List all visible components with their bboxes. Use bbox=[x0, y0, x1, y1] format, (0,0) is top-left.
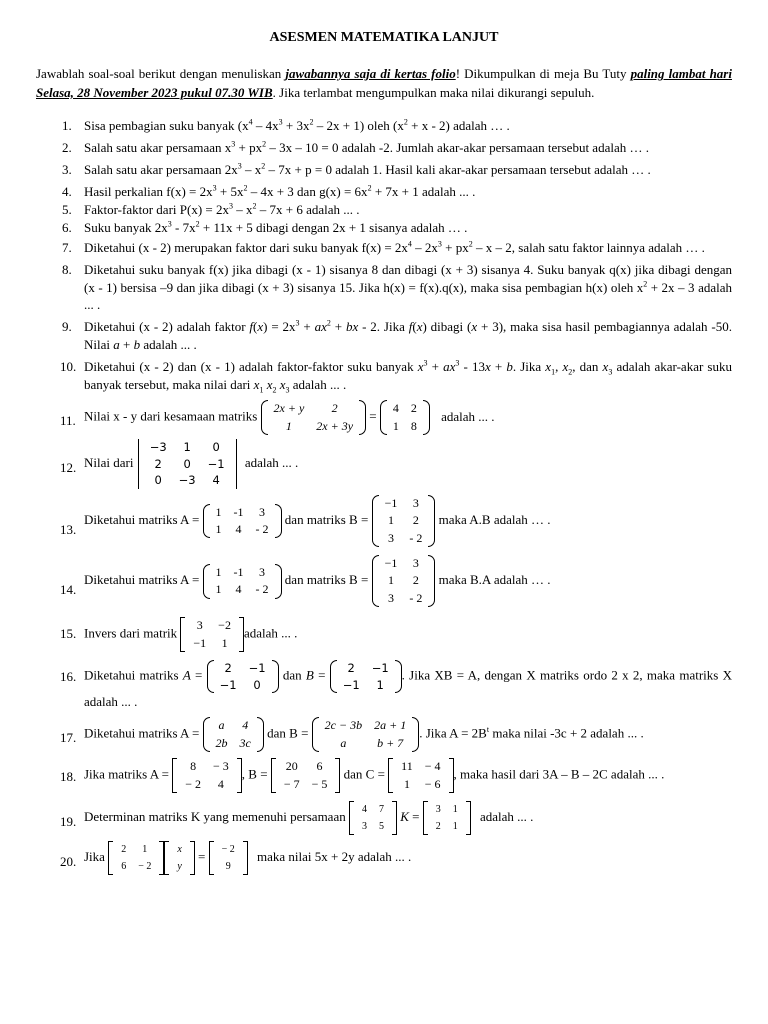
matrix-cell: 9 bbox=[225, 860, 231, 872]
matrix-cell: x bbox=[177, 843, 182, 855]
question-2 bbox=[36, 139, 732, 157]
matrix-cell: 1 bbox=[215, 504, 222, 519]
equals-sign: = bbox=[190, 667, 207, 683]
intro-text-2: ! Dikumpulkan di meja Bu Tuty bbox=[455, 66, 631, 82]
matrix bbox=[180, 617, 244, 652]
question-text: + 3x bbox=[282, 118, 310, 133]
exponent: 2 bbox=[195, 219, 200, 229]
matrix-cell: 2a + 1 bbox=[374, 718, 407, 733]
question-text: + 3), maka sisa hasil pembagiannya adalah -50. Nilai bbox=[84, 319, 732, 353]
question-text: , maka hasil dari 3A – B – 2C adalah ... . bbox=[453, 766, 665, 782]
matrix-cell: 4 bbox=[217, 776, 224, 791]
question-text: Nilai x - y dari kesamaan matriks bbox=[84, 408, 261, 424]
matrix-cell: − 6 bbox=[424, 776, 441, 791]
subscript: 2 bbox=[568, 367, 573, 377]
question-10 bbox=[36, 358, 732, 394]
question-text: + px bbox=[441, 239, 469, 255]
question-text: + 11x + 5 dibagi dengan 2x + 1 sisanya adalah … . bbox=[199, 219, 468, 235]
variable: x bbox=[253, 377, 260, 393]
matrix-cell: 1 bbox=[452, 820, 458, 832]
matrix-cell: 1 bbox=[221, 635, 228, 650]
question-18 bbox=[36, 758, 732, 793]
matrix-cell: 8 bbox=[410, 418, 417, 433]
question-7 bbox=[36, 239, 732, 257]
question-text: adalah akar-akar suku banyak tersebut, maka nilai dari bbox=[84, 359, 732, 393]
question-text: Salah satu akar persamaan x bbox=[84, 139, 232, 155]
question-number: 6. bbox=[62, 219, 72, 235]
question-text: - 7x bbox=[171, 219, 196, 235]
question-text: - 2. Jika bbox=[358, 319, 409, 335]
matrix-cell: 3 bbox=[412, 495, 419, 510]
question-text: + bbox=[330, 319, 346, 335]
question-text: adalah ... . bbox=[243, 625, 298, 641]
question-text: Hasil perkalian f(x) = 2x bbox=[84, 183, 213, 199]
exponent: 2 bbox=[262, 139, 267, 149]
document-page bbox=[36, 0, 732, 875]
matrix-cell: a bbox=[340, 735, 347, 750]
matrix-cell: 6 bbox=[121, 860, 127, 872]
matrix-a bbox=[172, 758, 242, 793]
question-text: Diketahui matriks bbox=[84, 667, 183, 683]
equals-sign: = bbox=[366, 408, 380, 424]
question-text: + px bbox=[235, 139, 263, 155]
matrix-cell: y bbox=[177, 860, 182, 872]
matrix-cell: 4 bbox=[392, 401, 399, 416]
matrix-cell: 2 bbox=[412, 513, 419, 528]
matrix-cell: −3 bbox=[178, 473, 196, 488]
matrix-cell: −1 bbox=[219, 677, 237, 692]
question-number: 13. bbox=[60, 521, 77, 537]
matrix-cell: −1 bbox=[193, 635, 207, 650]
matrix-cell: 1 bbox=[215, 582, 222, 597]
variable: a bbox=[113, 337, 120, 353]
matrix bbox=[261, 400, 367, 435]
question-text: – x bbox=[232, 201, 253, 217]
question-number: 10. bbox=[60, 359, 77, 375]
question-number: 7. bbox=[62, 239, 72, 255]
matrix-cell: 4 bbox=[235, 522, 242, 537]
question-text: dan bbox=[278, 667, 306, 683]
matrix-cell: 2c − 3b bbox=[324, 718, 363, 733]
matrix bbox=[108, 841, 164, 875]
variable: x bbox=[484, 359, 491, 375]
matrix-cell: 0 bbox=[154, 473, 162, 488]
matrix-cell: 8 bbox=[190, 759, 197, 774]
variable: B bbox=[305, 667, 314, 683]
question-number: 2. bbox=[62, 139, 72, 155]
question-text: maka nilai 5x + 2y adalah ... . bbox=[253, 848, 412, 864]
question-text: – 4x + 3 dan g(x) = 6x bbox=[247, 183, 368, 199]
question-11 bbox=[36, 400, 732, 435]
question-text: Salah satu akar persamaan 2x bbox=[84, 161, 238, 177]
question-text: + 5x bbox=[216, 183, 244, 199]
exponent: 2 bbox=[403, 117, 408, 127]
matrix bbox=[349, 801, 397, 835]
matrix-cell: − 2 bbox=[221, 843, 235, 855]
variable: b bbox=[133, 337, 141, 353]
exponent: 2 bbox=[252, 201, 257, 211]
question-number: 12. bbox=[60, 459, 77, 475]
question-text: Invers dari matrik bbox=[84, 625, 181, 641]
question-text: , dan bbox=[572, 359, 603, 375]
variable: ax bbox=[314, 319, 327, 335]
question-number: 5. bbox=[62, 201, 72, 217]
exponent: 3 bbox=[295, 319, 300, 329]
exponent: 2 bbox=[326, 319, 331, 329]
question-text: + 2x – 3 adalah ... . bbox=[84, 279, 732, 313]
matrix-cell: 3 bbox=[412, 556, 419, 571]
exponent: 2 bbox=[468, 239, 473, 249]
matrix-c bbox=[388, 758, 453, 793]
question-6 bbox=[36, 219, 732, 237]
matrix-cell: 2x + y bbox=[273, 401, 305, 416]
intro-emphasis-deadline: paling lambat hari Selasa, 28 November 2023 pukul 07.30 WIB bbox=[36, 66, 732, 101]
question-text: + x - 2) adalah … . bbox=[407, 118, 510, 133]
matrix-cell: 4 bbox=[212, 473, 220, 488]
question-text: Diketahui matriks A = bbox=[84, 725, 203, 741]
matrix-cell: −1 bbox=[384, 495, 398, 510]
question-text: ) dibagi ( bbox=[422, 319, 472, 335]
question-number: 11. bbox=[60, 413, 76, 429]
question-19 bbox=[36, 801, 732, 835]
exponent: 3 bbox=[278, 117, 283, 127]
matrix bbox=[380, 400, 430, 435]
question-number: 19. bbox=[60, 813, 77, 829]
matrix-cell: 5 bbox=[378, 820, 384, 832]
matrix-cell: 1 bbox=[392, 418, 399, 433]
matrix-cell: 6 bbox=[316, 759, 323, 774]
question-number: 9. bbox=[62, 319, 72, 335]
matrix-b bbox=[372, 495, 436, 547]
question-text: – 3x – 10 = 0 adalah -2. Jumlah akar-akar persamaan tersebut adalah … . bbox=[266, 139, 649, 155]
variable: x bbox=[416, 319, 423, 335]
intro-text-1: Jawablah soal-soal berikut dengan menuliskan bbox=[36, 66, 286, 82]
variable: x bbox=[279, 377, 286, 393]
question-text: dan C = bbox=[340, 766, 389, 782]
question-text: maka nilai -3c + 2 adalah ... . bbox=[489, 725, 644, 741]
question-4 bbox=[36, 183, 732, 201]
vector bbox=[164, 841, 194, 875]
question-text: – x bbox=[241, 161, 262, 177]
matrix-cell: 3 bbox=[259, 504, 266, 519]
matrix-cell: 4 bbox=[361, 803, 367, 815]
question-12 bbox=[36, 439, 732, 489]
question-number: 20. bbox=[60, 853, 77, 869]
matrix-cell: b + 7 bbox=[377, 735, 404, 750]
question-20 bbox=[36, 841, 732, 875]
variable: K bbox=[400, 808, 409, 824]
matrix-cell: − 2 bbox=[138, 860, 152, 872]
instructions-paragraph bbox=[36, 65, 732, 103]
matrix-cell: − 4 bbox=[424, 759, 441, 774]
equals-sign: = bbox=[408, 808, 423, 824]
exponent: 2 bbox=[309, 117, 314, 127]
matrix-cell: 1 bbox=[452, 803, 458, 815]
question-text: Faktor-faktor dari P(x) = 2x bbox=[84, 201, 229, 217]
question-text: + 7x + 1 adalah ... . bbox=[371, 183, 476, 199]
question-14 bbox=[36, 555, 732, 607]
question-number: 14. bbox=[60, 582, 77, 598]
exponent: 2 bbox=[261, 161, 266, 171]
exponent: 3 bbox=[231, 139, 236, 149]
matrix-cell: - 2 bbox=[255, 582, 269, 597]
question-text: – 7x + 6 adalah ... . bbox=[256, 201, 360, 217]
question-9 bbox=[36, 318, 732, 354]
question-text: ( bbox=[412, 319, 417, 335]
matrix-cell: − 2 bbox=[185, 776, 202, 791]
matrix-cell: 1 bbox=[387, 573, 394, 588]
question-number: 3. bbox=[62, 161, 72, 177]
matrix-cell: 1 bbox=[387, 513, 394, 528]
question-text: + bbox=[490, 359, 507, 375]
question-text: . Jika A = 2B bbox=[419, 725, 487, 741]
matrix-cell: 3 bbox=[361, 820, 367, 832]
question-text: adalah ... . bbox=[437, 408, 495, 424]
equals-sign: = bbox=[313, 667, 330, 683]
question-text: dan B = bbox=[263, 725, 312, 741]
question-15 bbox=[36, 617, 732, 652]
question-text: Diketahui suku banyak f(x) jika dibagi (x - 1) sisanya 8 dan dibagi (x + 3) sisanya 4. Suku banyak q(x) jika dibagi dengan (x - 1) bersisa –9 dan jika dibagi (x + 3) sisanya 15. Jika h(x) = f(x).q(x), maka sisa pembagian h(x) oleh x bbox=[84, 261, 732, 295]
question-text: . Jika XB = A, dengan X matriks ordo 2 x 2, maka matriks X adalah ... . bbox=[84, 667, 732, 710]
matrix-cell: 20 bbox=[285, 759, 298, 774]
question-text: – x – 2, salah satu faktor lainnya adalah … . bbox=[472, 239, 705, 255]
question-number: 18. bbox=[60, 769, 77, 785]
matrix-cell: 2 bbox=[412, 573, 419, 588]
variable: bx bbox=[345, 319, 359, 335]
question-text: + bbox=[299, 319, 315, 335]
matrix-cell: 2 bbox=[435, 820, 441, 832]
question-5 bbox=[36, 201, 732, 219]
question-text: Diketahui matriks A = bbox=[84, 512, 203, 527]
transpose-mark: t bbox=[486, 725, 490, 735]
question-text: Suku banyak 2x bbox=[84, 219, 168, 235]
matrix-b bbox=[312, 717, 420, 752]
question-17 bbox=[36, 717, 732, 752]
subscript: 1 bbox=[551, 367, 556, 377]
question-text: Diketahui (x - 2) adalah faktor bbox=[84, 319, 250, 335]
matrix-cell: a bbox=[218, 718, 225, 733]
determinant bbox=[137, 439, 238, 489]
question-text: - 13 bbox=[459, 359, 485, 375]
exponent: 3 bbox=[237, 161, 242, 171]
question-8 bbox=[36, 261, 732, 315]
question-number: 8. bbox=[62, 261, 72, 277]
variable: x bbox=[257, 319, 264, 335]
exponent: 2 bbox=[643, 279, 648, 289]
variable: x bbox=[602, 359, 609, 375]
matrix-a bbox=[203, 717, 264, 752]
question-text: – 7x + p = 0 adalah 1. Hasil kali akar-akar persamaan tersebut adalah … . bbox=[265, 161, 651, 177]
matrix-cell: −1 bbox=[384, 556, 398, 571]
variable: x bbox=[471, 319, 478, 335]
question-text: adalah ... . bbox=[289, 377, 347, 393]
matrix-cell: 11 bbox=[401, 759, 413, 774]
exponent: 3 bbox=[228, 201, 233, 211]
matrix-b bbox=[372, 555, 436, 607]
question-text: maka A.B adalah … . bbox=[435, 512, 551, 527]
exponent: 2 bbox=[367, 183, 372, 193]
exponent: 2 bbox=[243, 183, 248, 193]
intro-emphasis-folio: jawabannya saja di kertas folio bbox=[285, 66, 456, 82]
matrix-b bbox=[330, 660, 402, 693]
question-number: 1. bbox=[62, 118, 72, 133]
matrix-cell: 0 bbox=[253, 677, 261, 692]
matrix-cell: 1 bbox=[215, 522, 222, 537]
matrix-cell: 4 bbox=[242, 718, 249, 733]
question-text: maka B.A adalah … . bbox=[435, 572, 551, 588]
matrix-cell: −3 bbox=[149, 439, 167, 454]
question-3 bbox=[36, 161, 732, 179]
question-text: Determinan matriks K yang memenuhi persamaan bbox=[84, 808, 349, 824]
variable: x bbox=[562, 359, 569, 375]
matrix-a bbox=[203, 504, 282, 539]
matrix-cell: 1 bbox=[403, 776, 410, 791]
matrix-cell: 1 bbox=[215, 564, 222, 579]
question-text: adalah ... . bbox=[476, 808, 534, 824]
question-text: dan matriks B = bbox=[281, 572, 372, 588]
matrix-cell: 3 bbox=[435, 803, 441, 815]
exponent: 4 bbox=[407, 239, 412, 249]
exponent: 4 bbox=[248, 117, 253, 127]
matrix-cell: − 3 bbox=[213, 759, 229, 774]
question-text: Diketahui (x - 2) merupakan faktor dari suku banyak f(x) = 2x bbox=[84, 239, 408, 255]
matrix-cell: 4 bbox=[235, 582, 242, 597]
matrix-cell: - 2 bbox=[409, 530, 423, 545]
subscript: 1 bbox=[259, 385, 264, 395]
exponent: 3 bbox=[212, 183, 217, 193]
matrix-cell: 3 bbox=[387, 590, 394, 605]
subscript: 3 bbox=[608, 367, 613, 377]
matrix-cell: 3 bbox=[196, 618, 203, 633]
equals-sign: = bbox=[194, 848, 209, 864]
page-title: ASESMEN MATEMATIKA LANJUT bbox=[269, 30, 499, 45]
matrix-b bbox=[271, 758, 341, 793]
matrix bbox=[209, 841, 248, 875]
matrix-cell: 2 bbox=[347, 661, 355, 676]
exponent: 3 bbox=[455, 358, 460, 368]
matrix-cell: 1 bbox=[376, 677, 384, 692]
matrix-cell: -1 bbox=[233, 504, 244, 519]
question-text: , B = bbox=[241, 766, 271, 782]
variable: A bbox=[182, 667, 191, 683]
matrix-cell: 2 bbox=[410, 401, 417, 416]
exponent: 3 bbox=[423, 358, 428, 368]
matrix-cell: 3 bbox=[259, 564, 266, 579]
question-text: – 2x bbox=[411, 239, 438, 255]
question-text: . Jika bbox=[512, 359, 546, 375]
matrix-cell: 0 bbox=[212, 439, 220, 454]
matrix-cell: −1 bbox=[371, 661, 389, 676]
question-text: dan matriks B = bbox=[281, 512, 372, 527]
matrix-cell: −2 bbox=[218, 618, 231, 633]
matrix-cell: − 5 bbox=[311, 776, 328, 791]
matrix-cell: 2 bbox=[121, 843, 127, 855]
question-16 bbox=[36, 660, 732, 711]
matrix-cell: 2x + 3y bbox=[316, 418, 354, 433]
matrix-cell: 1 bbox=[285, 418, 292, 433]
matrix-cell: - 2 bbox=[255, 522, 269, 537]
variable: x bbox=[266, 377, 273, 393]
variable: f bbox=[249, 319, 254, 335]
subscript: 2 bbox=[272, 385, 277, 395]
matrix-cell: 3c bbox=[239, 735, 251, 750]
question-text: – 4x bbox=[252, 118, 279, 133]
matrix-cell: −1 bbox=[248, 661, 266, 676]
matrix-cell: 0 bbox=[183, 456, 191, 471]
question-text: Diketahui (x - 2) dan (x - 1) adalah faktor-faktor suku banyak bbox=[84, 359, 418, 375]
matrix bbox=[423, 801, 471, 835]
matrix-cell: 2 bbox=[331, 401, 338, 416]
question-text: Sisa pembagian suku banyak (x bbox=[84, 118, 249, 133]
question-number: 15. bbox=[60, 626, 77, 642]
matrix-cell: 7 bbox=[378, 803, 384, 815]
matrix-cell: 2b bbox=[215, 735, 228, 750]
question-text: – 2x + 1) oleh (x bbox=[313, 118, 404, 133]
question-text: adalah ... . bbox=[140, 337, 197, 353]
exponent: 3 bbox=[167, 219, 172, 229]
matrix-a bbox=[203, 564, 282, 599]
question-number: 17. bbox=[60, 730, 77, 746]
question-13 bbox=[36, 495, 732, 547]
matrix-cell: - 2 bbox=[409, 590, 423, 605]
question-text: adalah ... . bbox=[241, 454, 299, 470]
matrix-cell: −1 bbox=[342, 677, 360, 692]
question-text: ) = 2x bbox=[263, 319, 296, 335]
matrix-cell: 2 bbox=[224, 661, 232, 676]
variable: x bbox=[545, 359, 552, 375]
question-1 bbox=[36, 117, 732, 135]
variable: x bbox=[417, 359, 424, 375]
exponent: 3 bbox=[437, 239, 442, 249]
question-text: ( bbox=[253, 319, 258, 335]
question-number: 16. bbox=[60, 669, 77, 685]
matrix-cell: 1 bbox=[142, 843, 148, 855]
question-number: 4. bbox=[62, 183, 72, 199]
question-text: Diketahui matriks A = bbox=[84, 572, 203, 588]
question-list bbox=[36, 117, 732, 875]
variable: b bbox=[506, 359, 513, 375]
question-text: , bbox=[555, 359, 563, 375]
question-text: + bbox=[427, 359, 444, 375]
matrix-cell: 1 bbox=[183, 439, 191, 454]
intro-text-3: . Jika terlambat mengumpulkan maka nilai dikurangi sepuluh. bbox=[272, 85, 595, 101]
matrix-a bbox=[207, 660, 279, 693]
variable: ax bbox=[443, 359, 456, 375]
matrix-cell: −1 bbox=[207, 456, 225, 471]
question-text: Jika matriks A = bbox=[84, 766, 173, 782]
matrix-cell: 3 bbox=[387, 530, 394, 545]
variable: f bbox=[408, 319, 413, 335]
question-text: + bbox=[119, 337, 134, 353]
matrix-cell: 2 bbox=[154, 456, 162, 471]
question-text: Nilai dari bbox=[84, 454, 137, 470]
matrix-cell: -1 bbox=[233, 564, 244, 579]
question-text: Jika bbox=[84, 848, 109, 864]
subscript: 3 bbox=[285, 385, 290, 395]
matrix-cell: − 7 bbox=[283, 776, 300, 791]
